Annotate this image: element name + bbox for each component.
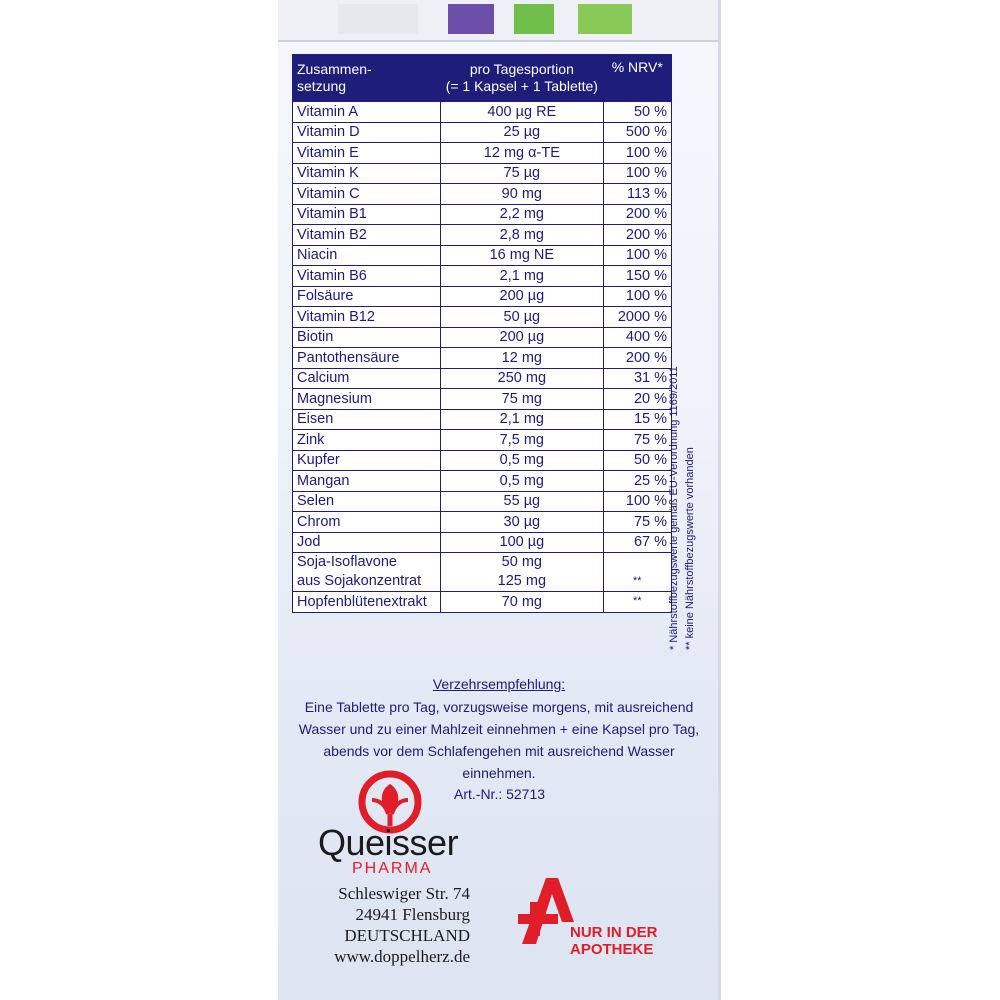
footnote-no-nrv: ** keine Nährstoffbezugswerte vorhanden	[684, 447, 696, 650]
header-daily-portion-line2: (= 1 Kapsel + 1 Tablette)	[445, 78, 598, 94]
soja-amount-line1: 50 mg	[501, 554, 542, 570]
brand-subtitle: PHARMA	[352, 860, 433, 877]
top-decor-purple	[448, 4, 494, 34]
nutrient-amount: 2,1 mg	[441, 409, 603, 430]
table-row	[293, 245, 672, 266]
address-block	[300, 883, 470, 967]
top-decor-green-2	[578, 4, 632, 34]
table-row	[293, 389, 672, 410]
nutrient-amount: 12 mg	[441, 348, 603, 369]
nutrient-name: Jod	[293, 532, 441, 553]
nutrient-amount: 200 µg	[441, 327, 603, 348]
package-top-strip	[278, 0, 720, 42]
nutrient-amount: 75 mg	[441, 389, 603, 410]
nutrient-nrv: 100 %	[603, 491, 671, 512]
nutrient-amount: 75 µg	[441, 163, 603, 184]
nutrient-amount: 16 mg NE	[441, 245, 603, 266]
header-composition	[293, 55, 441, 102]
nutrient-name: Biotin	[293, 327, 441, 348]
nutrient-amount: 50 µg	[441, 307, 603, 328]
nutrient-amount: 200 µg	[441, 286, 603, 307]
nutrient-name: Mangan	[293, 471, 441, 492]
nutrient-amount: 12 mg α-TE	[441, 143, 603, 164]
nutrient-name: Vitamin B6	[293, 266, 441, 287]
nutrient-name: Chrom	[293, 512, 441, 533]
nutrient-name: Selen	[293, 491, 441, 512]
soja-name-line1: Soja-Isoflavone	[297, 554, 397, 570]
soja-name-line2: aus Sojakonzentrat	[297, 573, 422, 589]
header-daily-portion-line1: pro Tagesportion	[469, 61, 574, 77]
nutrient-nrv: 113 %	[603, 184, 671, 205]
nutrient-nrv: 100 %	[603, 163, 671, 184]
apotheke-line1: NUR IN DER	[570, 924, 658, 941]
nutrient-nrv: 200 %	[603, 225, 671, 246]
top-decor-left	[338, 4, 418, 34]
table-row	[293, 368, 672, 389]
soja-nrv: **	[603, 553, 671, 592]
table-header-row	[293, 55, 672, 102]
nutrient-name: Kupfer	[293, 450, 441, 471]
address-city: 24941 Flensburg	[355, 905, 470, 924]
nutrient-nrv: 75 %	[603, 512, 671, 533]
nutrient-amount: 30 µg	[441, 512, 603, 533]
table-row	[293, 102, 672, 123]
table-row	[293, 184, 672, 205]
nutrient-nrv: 75 %	[603, 430, 671, 451]
nutrient-amount: 25 µg	[441, 122, 603, 143]
address-country: DEUTSCHLAND	[344, 926, 470, 945]
nutrient-nrv: 25 %	[603, 471, 671, 492]
header-nrv: % NRV*	[603, 55, 671, 102]
table-row	[293, 122, 672, 143]
table-row	[293, 450, 672, 471]
hopfen-amount: 70 mg	[441, 592, 603, 613]
soja-name	[293, 553, 441, 592]
nutrient-amount: 100 µg	[441, 532, 603, 553]
address-street: Schleswiger Str. 74	[338, 884, 470, 903]
table-row	[293, 143, 672, 164]
nutrition-table	[292, 54, 672, 613]
usage-title: Verzehrsempfehlung:	[432, 676, 566, 692]
header-daily-portion	[441, 55, 603, 102]
nutrient-nrv: 50 %	[603, 450, 671, 471]
nutrient-amount: 55 µg	[441, 491, 603, 512]
nutrient-nrv: 100 %	[603, 286, 671, 307]
nutrient-name: Niacin	[293, 245, 441, 266]
nutrient-name: Vitamin B1	[293, 204, 441, 225]
hopfen-nrv: **	[603, 592, 671, 613]
nutrient-name: Pantothensäure	[293, 348, 441, 369]
nutrient-name: Vitamin D	[293, 122, 441, 143]
table-row	[293, 491, 672, 512]
table-row	[293, 471, 672, 492]
nutrient-name: Vitamin B2	[293, 225, 441, 246]
nutrient-nrv: 100 %	[603, 143, 671, 164]
nutrient-nrv: 150 %	[603, 266, 671, 287]
nutrient-amount: 0,5 mg	[441, 450, 603, 471]
footnotes	[666, 300, 716, 650]
nutrient-amount: 250 mg	[441, 368, 603, 389]
table-row	[293, 163, 672, 184]
nutrition-table-body	[293, 102, 672, 613]
nutrient-amount: 7,5 mg	[441, 430, 603, 451]
nutrient-amount: 0,5 mg	[441, 471, 603, 492]
nutrient-name: Magnesium	[293, 389, 441, 410]
nutrient-amount: 2,8 mg	[441, 225, 603, 246]
soja-amount-line2: 125 mg	[497, 573, 547, 589]
nutrient-nrv: 200 %	[603, 348, 671, 369]
nutrient-name: Vitamin E	[293, 143, 441, 164]
hopfen-name: Hopfenblütenextrakt	[293, 592, 441, 613]
nutrient-name: Zink	[293, 430, 441, 451]
table-row	[293, 348, 672, 369]
table-row	[293, 204, 672, 225]
nutrient-nrv: 2000 %	[603, 307, 671, 328]
nutrient-nrv: 400 %	[603, 327, 671, 348]
usage-text: Eine Tablette pro Tag, vorzugsweise morgens, mit ausreichend Wasser und zu einer Mahlzeit einnehmen + eine Kapsel pro Tag, abends vor dem Schlafengehen mit ausreichend Wasser einnehmen.	[298, 699, 700, 781]
nutrient-nrv: 31 %	[603, 368, 671, 389]
table-row	[293, 307, 672, 328]
top-decor-green	[514, 4, 554, 34]
header-composition-line2: setzung	[297, 78, 347, 94]
table-row-hopfen	[293, 592, 672, 613]
table-row-soja	[293, 553, 672, 592]
nutrient-amount: 2,2 mg	[441, 204, 603, 225]
footnote-nrv: * Nährstoffbezugswerte gemäß EU-Verordnung 1169/2011	[668, 366, 680, 650]
table-row	[293, 409, 672, 430]
package-edge	[718, 0, 721, 1000]
nutrient-amount: 90 mg	[441, 184, 603, 205]
article-number: Art.-Nr.: 52713	[454, 786, 546, 802]
table-row	[293, 512, 672, 533]
nutrient-name: Eisen	[293, 409, 441, 430]
soja-amount	[441, 553, 603, 592]
table-row	[293, 532, 672, 553]
address-website: www.doppelherz.de	[334, 947, 470, 966]
nutrient-name: Folsäure	[293, 286, 441, 307]
nutrient-name: Vitamin C	[293, 184, 441, 205]
nutrient-nrv: 200 %	[603, 204, 671, 225]
nutrient-nrv: 15 %	[603, 409, 671, 430]
header-composition-line1: Zusammen-	[297, 61, 372, 77]
brand-name: Queisser	[318, 822, 459, 863]
nutrient-name: Vitamin B12	[293, 307, 441, 328]
nutrient-amount: 2,1 mg	[441, 266, 603, 287]
nutrient-nrv: 500 %	[603, 122, 671, 143]
table-row	[293, 266, 672, 287]
nutrient-nrv: 20 %	[603, 389, 671, 410]
nutrient-nrv: 67 %	[603, 532, 671, 553]
table-row	[293, 225, 672, 246]
table-row	[293, 327, 672, 348]
nutrient-name: Vitamin K	[293, 163, 441, 184]
nutrient-nrv: 50 %	[603, 102, 671, 123]
nutrient-name: Calcium	[293, 368, 441, 389]
apotheke-label	[570, 924, 658, 958]
apotheke-line2: APOTHEKE	[570, 941, 654, 958]
nutrient-name: Vitamin A	[293, 102, 441, 123]
table-row	[293, 286, 672, 307]
table-row	[293, 430, 672, 451]
nutrient-nrv: 100 %	[603, 245, 671, 266]
nutrient-amount: 400 µg RE	[441, 102, 603, 123]
